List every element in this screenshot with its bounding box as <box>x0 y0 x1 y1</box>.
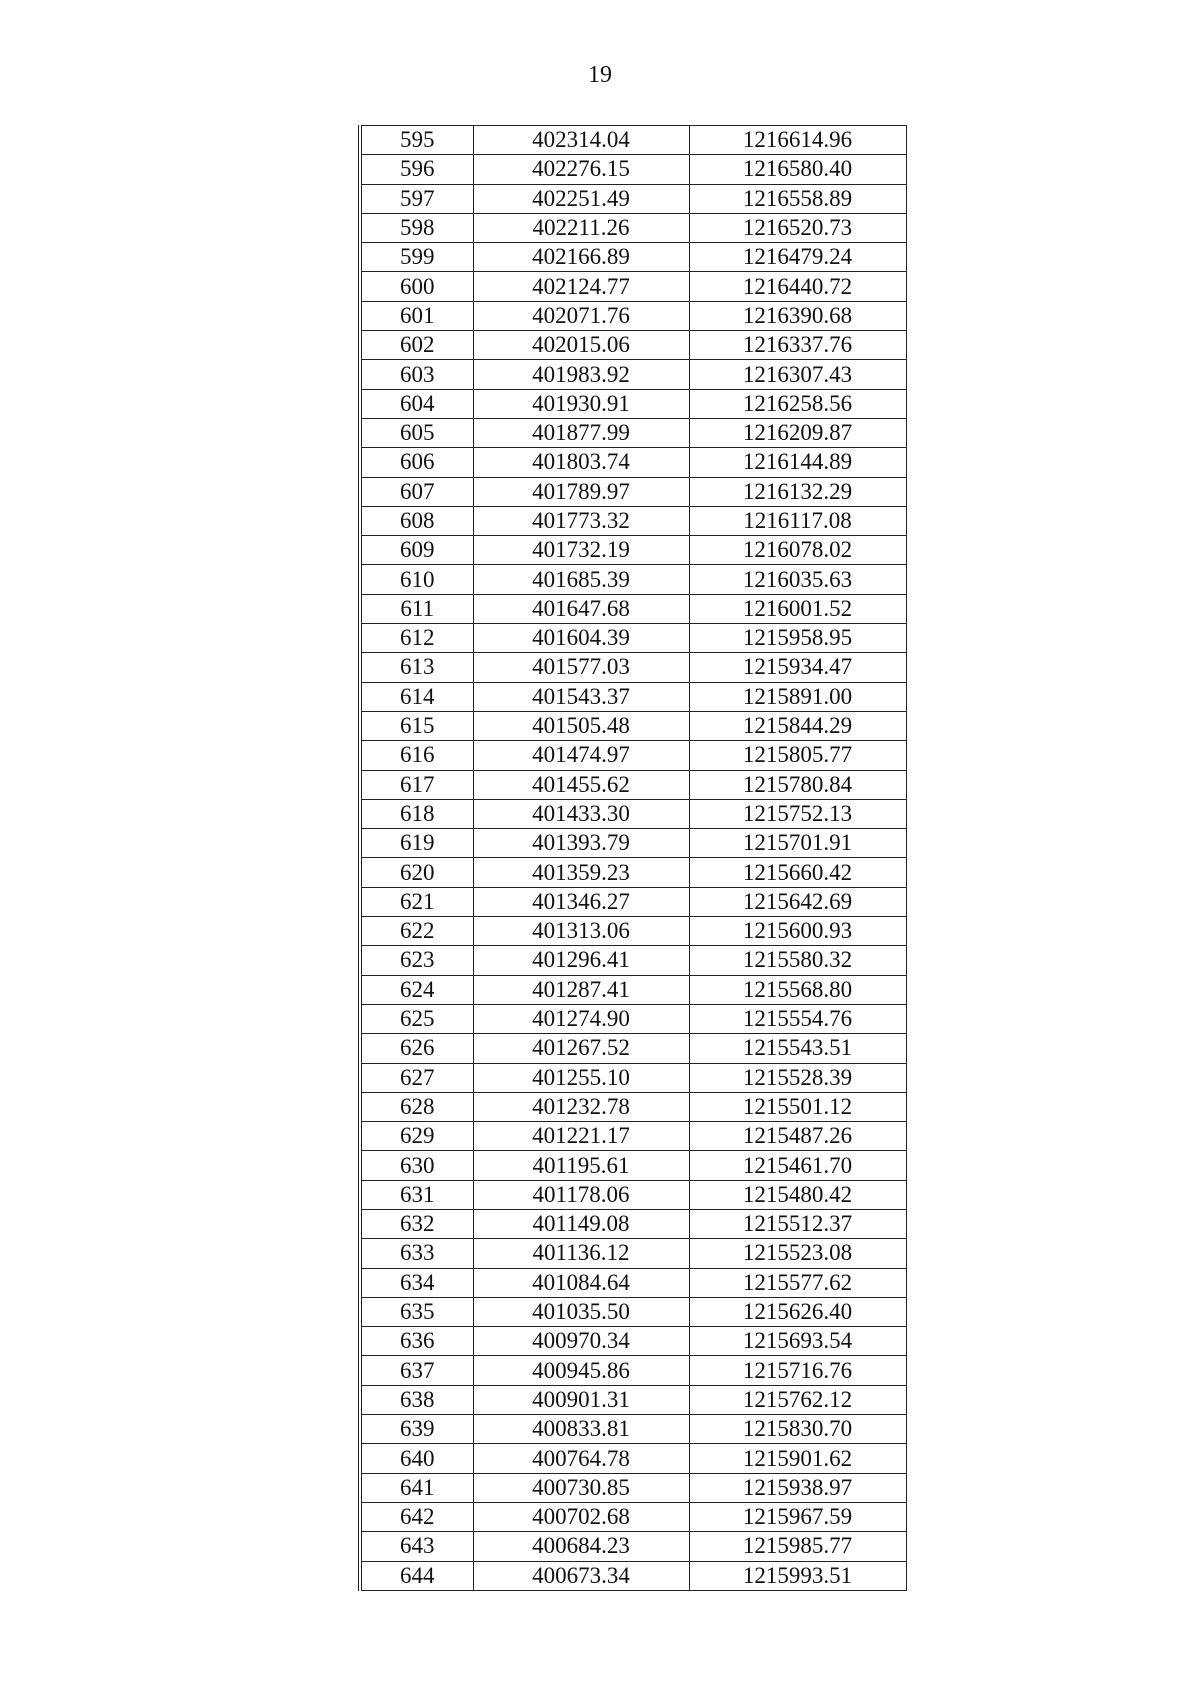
x-coordinate-cell: 401604.39 <box>473 624 689 653</box>
table-row <box>360 1034 906 1063</box>
point-number-cell: 630 <box>360 1151 473 1180</box>
x-coordinate-cell: 401543.37 <box>473 682 689 711</box>
point-number-cell: 624 <box>360 975 473 1004</box>
table-row <box>360 1327 906 1356</box>
point-number-cell: 636 <box>360 1327 473 1356</box>
point-number-cell: 642 <box>360 1502 473 1531</box>
y-coordinate-cell: 1215780.84 <box>689 770 906 799</box>
table-row <box>360 594 906 623</box>
table-row <box>360 477 906 506</box>
x-coordinate-cell: 400945.86 <box>473 1356 689 1385</box>
point-number-cell: 599 <box>360 243 473 272</box>
x-coordinate-cell: 401433.30 <box>473 799 689 828</box>
y-coordinate-cell: 1215580.32 <box>689 946 906 975</box>
x-coordinate-cell: 400833.81 <box>473 1415 689 1444</box>
y-coordinate-cell: 1216117.08 <box>689 506 906 535</box>
x-coordinate-cell: 402071.76 <box>473 301 689 330</box>
y-coordinate-cell: 1215600.93 <box>689 917 906 946</box>
table-row <box>360 1004 906 1033</box>
x-coordinate-cell: 401178.06 <box>473 1180 689 1209</box>
point-number-cell: 613 <box>360 653 473 682</box>
table-row <box>360 243 906 272</box>
point-number-cell: 634 <box>360 1268 473 1297</box>
y-coordinate-cell: 1215805.77 <box>689 741 906 770</box>
y-coordinate-cell: 1216479.24 <box>689 243 906 272</box>
x-coordinate-cell: 400673.34 <box>473 1561 689 1590</box>
table-row <box>360 1444 906 1473</box>
x-coordinate-cell: 401983.92 <box>473 360 689 389</box>
table-row <box>360 331 906 360</box>
y-coordinate-cell: 1216520.73 <box>689 213 906 242</box>
y-coordinate-cell: 1215958.95 <box>689 624 906 653</box>
x-coordinate-cell: 402314.04 <box>473 126 689 155</box>
table-row <box>360 1561 906 1590</box>
x-coordinate-cell: 401195.61 <box>473 1151 689 1180</box>
point-number-cell: 618 <box>360 799 473 828</box>
point-number-cell: 596 <box>360 155 473 184</box>
y-coordinate-cell: 1216440.72 <box>689 272 906 301</box>
x-coordinate-cell: 401296.41 <box>473 946 689 975</box>
point-number-cell: 604 <box>360 389 473 418</box>
point-number-cell: 626 <box>360 1034 473 1063</box>
x-coordinate-cell: 401084.64 <box>473 1268 689 1297</box>
table-row <box>360 946 906 975</box>
y-coordinate-cell: 1216580.40 <box>689 155 906 184</box>
table-row <box>360 1092 906 1121</box>
table-row <box>360 418 906 447</box>
point-number-cell: 622 <box>360 917 473 946</box>
y-coordinate-cell: 1215752.13 <box>689 799 906 828</box>
y-coordinate-cell: 1216337.76 <box>689 331 906 360</box>
x-coordinate-cell: 401035.50 <box>473 1297 689 1326</box>
y-coordinate-cell: 1215967.59 <box>689 1502 906 1531</box>
x-coordinate-cell: 401346.27 <box>473 887 689 916</box>
table-row <box>360 213 906 242</box>
table-row <box>360 536 906 565</box>
y-coordinate-cell: 1215830.70 <box>689 1415 906 1444</box>
table-row <box>360 858 906 887</box>
table-row <box>360 711 906 740</box>
x-coordinate-cell: 402015.06 <box>473 331 689 360</box>
point-number-cell: 644 <box>360 1561 473 1590</box>
table-row <box>360 1151 906 1180</box>
table-row <box>360 1385 906 1414</box>
y-coordinate-cell: 1216001.52 <box>689 594 906 623</box>
x-coordinate-cell: 401232.78 <box>473 1092 689 1121</box>
point-number-cell: 620 <box>360 858 473 887</box>
y-coordinate-cell: 1215487.26 <box>689 1122 906 1151</box>
x-coordinate-cell: 401455.62 <box>473 770 689 799</box>
point-number-cell: 610 <box>360 565 473 594</box>
y-coordinate-cell: 1215660.42 <box>689 858 906 887</box>
y-coordinate-cell: 1215985.77 <box>689 1532 906 1561</box>
y-coordinate-cell: 1216132.29 <box>689 477 906 506</box>
coordinates-table <box>358 125 907 1591</box>
table-row <box>360 1356 906 1385</box>
table-row <box>360 1415 906 1444</box>
table-row <box>360 1122 906 1151</box>
point-number-cell: 632 <box>360 1209 473 1238</box>
y-coordinate-cell: 1215938.97 <box>689 1473 906 1502</box>
x-coordinate-cell: 401136.12 <box>473 1239 689 1268</box>
table-row <box>360 1063 906 1092</box>
point-number-cell: 639 <box>360 1415 473 1444</box>
point-number-cell: 602 <box>360 331 473 360</box>
table-row <box>360 155 906 184</box>
y-coordinate-cell: 1215844.29 <box>689 711 906 740</box>
x-coordinate-cell: 401267.52 <box>473 1034 689 1063</box>
point-number-cell: 597 <box>360 184 473 213</box>
y-coordinate-cell: 1216307.43 <box>689 360 906 389</box>
y-coordinate-cell: 1215461.70 <box>689 1151 906 1180</box>
point-number-cell: 633 <box>360 1239 473 1268</box>
x-coordinate-cell: 400702.68 <box>473 1502 689 1531</box>
point-number-cell: 603 <box>360 360 473 389</box>
table-row <box>360 1532 906 1561</box>
table-row <box>360 887 906 916</box>
point-number-cell: 643 <box>360 1532 473 1561</box>
y-coordinate-cell: 1215554.76 <box>689 1004 906 1033</box>
y-coordinate-cell: 1215568.80 <box>689 975 906 1004</box>
y-coordinate-cell: 1215480.42 <box>689 1180 906 1209</box>
x-coordinate-cell: 401685.39 <box>473 565 689 594</box>
x-coordinate-cell: 401773.32 <box>473 506 689 535</box>
point-number-cell: 627 <box>360 1063 473 1092</box>
point-number-cell: 619 <box>360 829 473 858</box>
point-number-cell: 614 <box>360 682 473 711</box>
table-row <box>360 682 906 711</box>
x-coordinate-cell: 401647.68 <box>473 594 689 623</box>
table-row <box>360 301 906 330</box>
y-coordinate-cell: 1215577.62 <box>689 1268 906 1297</box>
page-number: 19 <box>588 62 612 88</box>
point-number-cell: 623 <box>360 946 473 975</box>
x-coordinate-cell: 401393.79 <box>473 829 689 858</box>
x-coordinate-cell: 400684.23 <box>473 1532 689 1561</box>
table-row <box>360 565 906 594</box>
table-row <box>360 624 906 653</box>
y-coordinate-cell: 1215512.37 <box>689 1209 906 1238</box>
y-coordinate-cell: 1215891.00 <box>689 682 906 711</box>
point-number-cell: 628 <box>360 1092 473 1121</box>
table-row <box>360 448 906 477</box>
table-row <box>360 1268 906 1297</box>
point-number-cell: 629 <box>360 1122 473 1151</box>
point-number-cell: 605 <box>360 418 473 447</box>
table-row <box>360 741 906 770</box>
table-row <box>360 975 906 1004</box>
point-number-cell: 621 <box>360 887 473 916</box>
x-coordinate-cell: 401149.08 <box>473 1209 689 1238</box>
y-coordinate-cell: 1216558.89 <box>689 184 906 213</box>
point-number-cell: 609 <box>360 536 473 565</box>
x-coordinate-cell: 402166.89 <box>473 243 689 272</box>
table-row <box>360 272 906 301</box>
x-coordinate-cell: 402211.26 <box>473 213 689 242</box>
y-coordinate-cell: 1215543.51 <box>689 1034 906 1063</box>
y-coordinate-cell: 1216144.89 <box>689 448 906 477</box>
table-row <box>360 1502 906 1531</box>
table-row <box>360 506 906 535</box>
y-coordinate-cell: 1215762.12 <box>689 1385 906 1414</box>
point-number-cell: 612 <box>360 624 473 653</box>
point-number-cell: 600 <box>360 272 473 301</box>
table-row <box>360 1239 906 1268</box>
y-coordinate-cell: 1216390.68 <box>689 301 906 330</box>
point-number-cell: 641 <box>360 1473 473 1502</box>
x-coordinate-cell: 402251.49 <box>473 184 689 213</box>
point-number-cell: 601 <box>360 301 473 330</box>
coordinates-table-body <box>360 126 906 1591</box>
point-number-cell: 606 <box>360 448 473 477</box>
y-coordinate-cell: 1216258.56 <box>689 389 906 418</box>
y-coordinate-cell: 1216035.63 <box>689 565 906 594</box>
x-coordinate-cell: 401313.06 <box>473 917 689 946</box>
y-coordinate-cell: 1215693.54 <box>689 1327 906 1356</box>
y-coordinate-cell: 1215934.47 <box>689 653 906 682</box>
x-coordinate-cell: 401221.17 <box>473 1122 689 1151</box>
y-coordinate-cell: 1215993.51 <box>689 1561 906 1590</box>
y-coordinate-cell: 1215716.76 <box>689 1356 906 1385</box>
x-coordinate-cell: 401930.91 <box>473 389 689 418</box>
y-coordinate-cell: 1215626.40 <box>689 1297 906 1326</box>
table-row <box>360 1297 906 1326</box>
x-coordinate-cell: 400730.85 <box>473 1473 689 1502</box>
y-coordinate-cell: 1216078.02 <box>689 536 906 565</box>
table-row <box>360 917 906 946</box>
x-coordinate-cell: 401474.97 <box>473 741 689 770</box>
y-coordinate-cell: 1215901.62 <box>689 1444 906 1473</box>
table-row <box>360 770 906 799</box>
y-coordinate-cell: 1215501.12 <box>689 1092 906 1121</box>
point-number-cell: 595 <box>360 126 473 155</box>
point-number-cell: 617 <box>360 770 473 799</box>
x-coordinate-cell: 401359.23 <box>473 858 689 887</box>
point-number-cell: 635 <box>360 1297 473 1326</box>
x-coordinate-cell: 401505.48 <box>473 711 689 740</box>
table-row <box>360 1209 906 1238</box>
x-coordinate-cell: 401789.97 <box>473 477 689 506</box>
table-row <box>360 653 906 682</box>
x-coordinate-cell: 401803.74 <box>473 448 689 477</box>
x-coordinate-cell: 401732.19 <box>473 536 689 565</box>
x-coordinate-cell: 401287.41 <box>473 975 689 1004</box>
y-coordinate-cell: 1215642.69 <box>689 887 906 916</box>
x-coordinate-cell: 401877.99 <box>473 418 689 447</box>
y-coordinate-cell: 1216614.96 <box>689 126 906 155</box>
point-number-cell: 638 <box>360 1385 473 1414</box>
x-coordinate-cell: 400764.78 <box>473 1444 689 1473</box>
x-coordinate-cell: 400901.31 <box>473 1385 689 1414</box>
point-number-cell: 616 <box>360 741 473 770</box>
table-row <box>360 799 906 828</box>
x-coordinate-cell: 402124.77 <box>473 272 689 301</box>
x-coordinate-cell: 401255.10 <box>473 1063 689 1092</box>
table-row <box>360 184 906 213</box>
point-number-cell: 607 <box>360 477 473 506</box>
point-number-cell: 611 <box>360 594 473 623</box>
y-coordinate-cell: 1216209.87 <box>689 418 906 447</box>
point-number-cell: 615 <box>360 711 473 740</box>
point-number-cell: 598 <box>360 213 473 242</box>
table-row <box>360 360 906 389</box>
y-coordinate-cell: 1215701.91 <box>689 829 906 858</box>
x-coordinate-cell: 401577.03 <box>473 653 689 682</box>
table-row <box>360 126 906 155</box>
y-coordinate-cell: 1215523.08 <box>689 1239 906 1268</box>
table-row <box>360 829 906 858</box>
x-coordinate-cell: 400970.34 <box>473 1327 689 1356</box>
x-coordinate-cell: 401274.90 <box>473 1004 689 1033</box>
point-number-cell: 637 <box>360 1356 473 1385</box>
point-number-cell: 640 <box>360 1444 473 1473</box>
point-number-cell: 608 <box>360 506 473 535</box>
x-coordinate-cell: 402276.15 <box>473 155 689 184</box>
point-number-cell: 631 <box>360 1180 473 1209</box>
table-row <box>360 1473 906 1502</box>
table-row <box>360 389 906 418</box>
y-coordinate-cell: 1215528.39 <box>689 1063 906 1092</box>
point-number-cell: 625 <box>360 1004 473 1033</box>
table-row <box>360 1180 906 1209</box>
